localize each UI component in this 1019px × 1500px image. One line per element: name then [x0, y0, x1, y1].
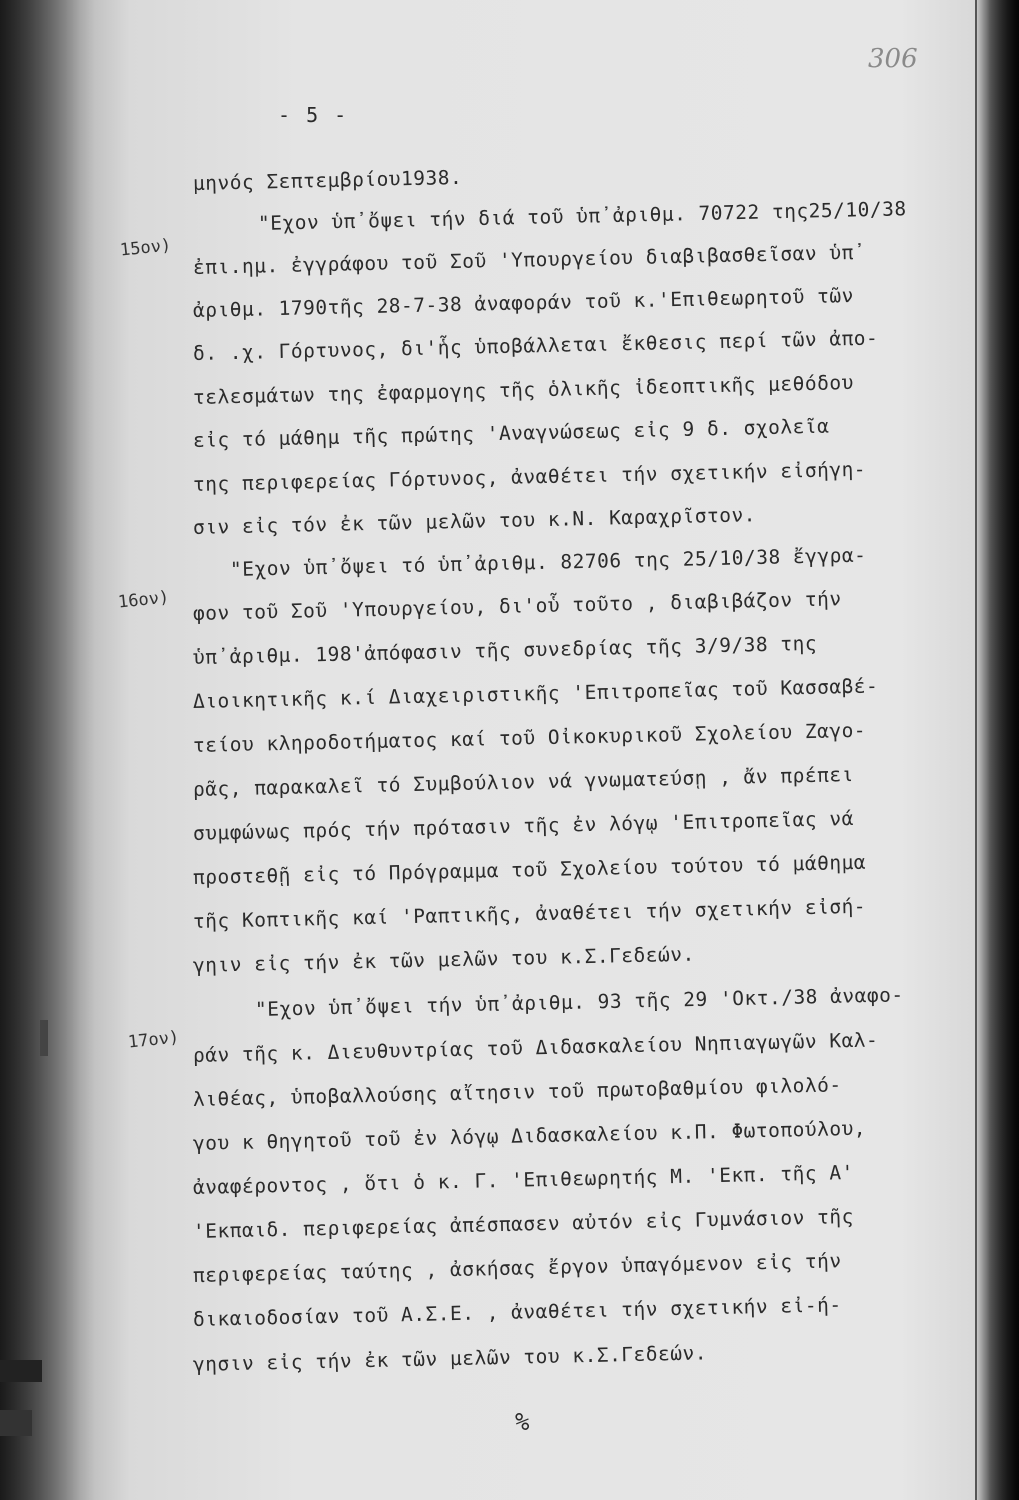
text-line: προστεθῇ εἰς τό Πρόγραμμα τοῦ Σχολείου τούτου τό μάθημα	[192, 850, 867, 889]
folio-number: 306	[868, 44, 918, 74]
text-line: "Εχον ὑπ᾽ὄψει τήν διά τοῦ ὑπ᾽ἀριθμ. 70722 της25/10/38	[257, 197, 907, 235]
text-line: ὑπ᾽ἀριθμ. 198'ἀπόφασιν τῆς συνεδρίας τῆς 3/9/38 της	[192, 631, 818, 669]
text-line: σιν εἰς τόν ἐκ τῶν μελῶν του κ.Ν. Καραχρῖστον.	[192, 503, 757, 539]
text-line: 'Εκπαιδ. περιφερείας ἀπέσπασεν αὐτόν εἰς Γυμνάσιον τῆς	[192, 1205, 855, 1243]
scan-right-edge	[989, 0, 1019, 1500]
text-line: "Εχον ὑπ᾽ὄψει τήν ὑπ᾽ἀριθμ. 93 τῆς 29 'Οκτ./38 ἀναφο-	[254, 983, 904, 1021]
text-line: "Εχον ὑπ᾽ὄψει τό ὑπ᾽ἀριθμ. 82706 της 25/10/38 ἔγγρα-	[229, 543, 867, 581]
text-line: ρᾶς, παρακαλεῖ τό Συμβούλιον νά γνωματεύσῃ , ἄν πρέπει	[192, 763, 855, 801]
text-line: ράν τῆς κ. Διευθυντρίας τοῦ Διδασκαλείου Νηπιαγωγῶν Καλ-	[192, 1028, 879, 1067]
text-line: δ. .χ. Γόρτυνος, δι'ἧς ὑποβάλλεται ἔκθεσις περί τῶν ἀπο-	[192, 326, 879, 365]
continuation-mark: %	[515, 1408, 530, 1436]
text-line: γησιν εἰς τήν ἐκ τῶν μελῶν του κ.Σ.Γεδεών.	[192, 1341, 708, 1376]
text-line: γηιν εἰς τήν ἐκ τῶν μελῶν του κ.Σ.Γεδεών.	[192, 942, 695, 977]
book-spine-shadow	[0, 0, 95, 1500]
text-line: μηνός Σεπτεμβρίου1938.	[192, 165, 463, 195]
text-line: ἐπι.ημ. ἐγγράφου τοῦ Σοῦ 'Υπουργείου διαβιβασθεῖσαν ὑπ᾽	[192, 240, 867, 279]
text-line: συμφώνως πρός τήν πρότασιν τῆς ἐν λόγῳ 'Επιτροπεῖας νά	[192, 807, 855, 845]
text-line: δικαιοδοσίαν τοῦ Α.Σ.Ε. , ἀναθέτει τήν σχετικήν εἰ-ή-	[192, 1293, 842, 1331]
text-line: τελεσμάτων της ἐφαρμογης τῆς ὁλικῆς ἰδεοπτικῆς μεθόδου	[192, 371, 855, 409]
margin-item-number: 15ον)	[119, 235, 173, 261]
left-page-residue	[0, 1360, 42, 1382]
margin-item-number: 16ον)	[117, 587, 171, 613]
text-line: τείου κληροδοτήματος καί τοῦ Οἰκοκυρικοῦ Σχολείου Ζαγο-	[192, 718, 867, 757]
text-line: ἀναφέροντος , ὅτι ὁ κ. Γ. 'Επιθεωρητής Μ. 'Εκπ. τῆς Α'	[192, 1161, 855, 1199]
text-line: φον τοῦ Σοῦ 'Υπουργείου, δι'οὗ τοῦτο , διαβιβάζον τήν	[192, 587, 842, 625]
text-line: γου κ θηγητοῦ τοῦ ἐν λόγῳ Διδασκαλείου κ.Π. Φωτοπούλου,	[192, 1116, 867, 1155]
left-page-residue	[40, 1020, 48, 1056]
text-line: τῆς Κοπτικῆς καί 'Ραπτικῆς, ἀναθέτει τήν σχετικήν εἰσή-	[192, 894, 867, 933]
text-line: περιφερείας ταύτης , ἀσκήσας ἔργον ὑπαγόμενον εἰς τήν	[192, 1249, 842, 1287]
text-line: της περιφερείας Γόρτυνος, ἀναθέτει τήν σχετικήν εἰσήγη-	[192, 457, 867, 496]
left-page-residue	[0, 1410, 32, 1436]
text-line: ἀριθμ. 1790τῆς 28-7-38 ἀναφοράν τοῦ κ.'Επιθεωρητοῦ τῶν	[192, 284, 855, 322]
text-line: λιθέας, ὑποβαλλούσης αἴτησιν τοῦ πρωτοβαθμίου φιλολό-	[192, 1073, 842, 1111]
text-line: Διοικητικῆς κ.ί Διαχειριστικῆς 'Επιτροπεῖας τοῦ Κασσαβέ-	[192, 674, 879, 713]
text-line: εἰς τό μάθημ τῆς πρώτης 'Αναγνώσεως εἰς 9 δ. σχολεῖα	[192, 414, 830, 452]
page-number: - 5 -	[278, 103, 349, 127]
page-edge	[975, 0, 977, 1500]
margin-item-number: 17ον)	[127, 1027, 181, 1053]
